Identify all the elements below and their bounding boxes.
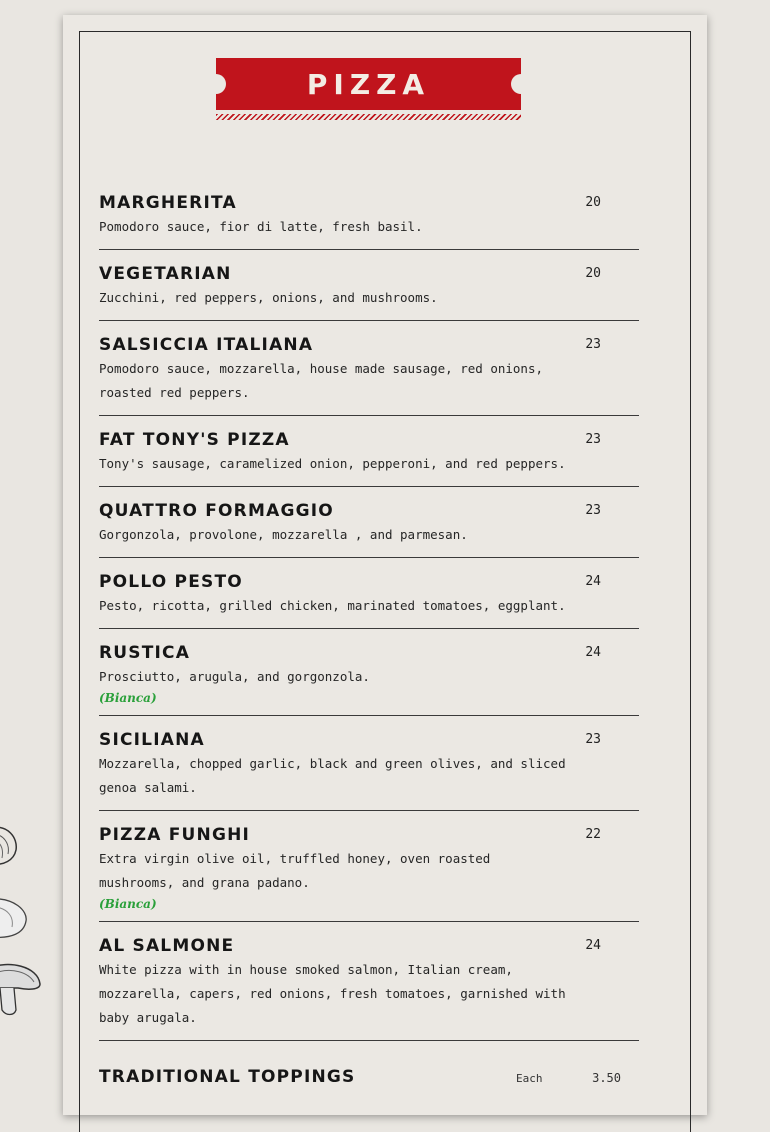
banner-notch-left [206,74,226,94]
item-name: AL SALMONE [99,936,235,956]
item-description: Pomodoro sauce, fior di latte, fresh basil. [99,219,423,234]
toppings-price: 3.50 [592,1071,621,1085]
toppings-row [99,1067,639,1087]
menu-item [99,487,639,558]
item-price: 22 [585,827,601,842]
toppings-each-label: Each [516,1072,543,1085]
toppings-title: TRADITIONAL TOPPINGS [99,1067,356,1087]
item-description: Mozzarella, chopped garlic, black and green olives, and sliced genoa salami. [99,756,566,795]
item-name: VEGETARIAN [99,264,232,284]
item-name: SICILIANA [99,730,205,750]
menu-item [99,179,639,250]
item-name: PIZZA FUNGHI [99,825,251,845]
banner-notch-right [511,74,531,94]
item-description: Extra virgin olive oil, truffled honey, oven roasted mushrooms, and grana padano. [99,851,491,890]
item-name: RUSTICA [99,643,191,663]
menu-item [99,811,639,922]
item-price: 23 [585,503,601,518]
item-description: Pomodoro sauce, mozzarella, house made sausage, red onions, roasted red peppers. [99,361,544,400]
menu-page [63,15,707,1115]
item-note: (Bianca) [99,897,157,911]
item-description: Tony's sausage, caramelized onion, pepperoni, and red peppers. [99,456,566,471]
item-name: POLLO PESTO [99,572,243,592]
item-price: 20 [585,266,601,281]
item-description: Gorgonzola, provolone, mozzarella , and parmesan. [99,527,468,542]
item-description: White pizza with in house smoked salmon, Italian cream, mozzarella, capers, red onions, fresh tomatoes, garnished with baby arugala. [99,962,566,1025]
onion-icon [0,895,48,941]
item-price: 23 [585,432,601,447]
item-description: Prosciutto, arugula, and gorgonzola. [99,669,370,684]
section-title: PIZZA [216,58,521,110]
item-note: (Bianca) [99,691,157,705]
menu-item [99,416,639,487]
menu-item [99,922,639,1041]
mushroom-icon [0,958,48,1018]
menu-item [99,716,639,811]
section-banner [216,58,521,122]
menu-item [99,629,639,716]
item-price: 23 [585,337,601,352]
item-name: QUATTRO FORMAGGIO [99,501,334,521]
menu-item [99,558,639,629]
item-name: SALSICCIA ITALIANA [99,335,314,355]
item-description: Pesto, ricotta, grilled chicken, marinated tomatoes, eggplant. [99,598,566,613]
item-price: 24 [585,574,601,589]
item-description: Zucchini, red peppers, onions, and mushrooms. [99,290,438,305]
item-price: 24 [585,938,601,953]
menu-item [99,321,639,416]
item-price: 20 [585,195,601,210]
item-name: MARGHERITA [99,193,237,213]
menu-items [99,179,639,1041]
garlic-icon [0,820,48,868]
menu-item [99,250,639,321]
item-price: 23 [585,732,601,747]
item-name: FAT TONY'S PIZZA [99,430,290,450]
item-price: 24 [585,645,601,660]
banner-hatch-divider [216,114,521,120]
